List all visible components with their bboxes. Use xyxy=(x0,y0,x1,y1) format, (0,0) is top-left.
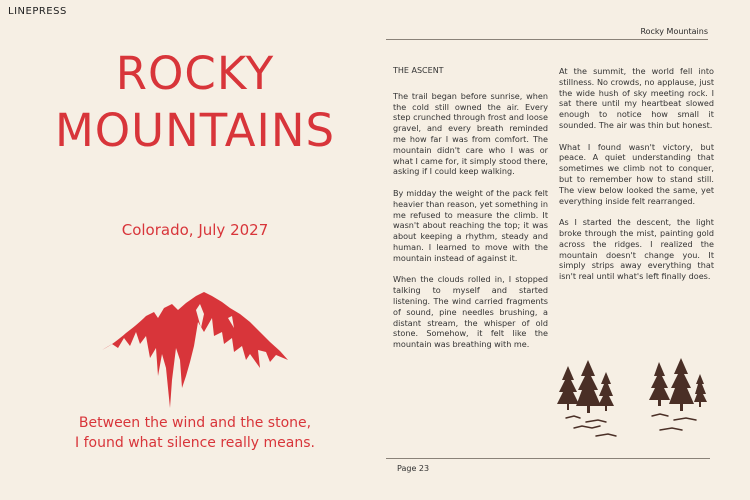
page-title xyxy=(30,45,360,159)
article-paragraph: At the summit, the world fell into stillness. No crowds, no applause, just the wide hush of sky meeting rock. I sat there until my heartbeat slowed enough to notice how small it sounded. The air was thin but honest. xyxy=(559,66,714,130)
mountain-illustration xyxy=(100,288,290,413)
article-paragraph: The trail began before sunrise, when the cold still owned the air. Every step crunched through frost and loose gravel, and every breath reminded me how far I was from comfort. The mountain didn't care who I was or what I came for, it simply stood there, asking if I could keep walking. xyxy=(393,90,548,177)
trees-illustration xyxy=(556,358,711,443)
article-paragraph: When the clouds rolled in, I stopped talking to myself and started listening. The wind carried fragments of sound, pine needles brushing, a distant stream, the whisper of old stone. Somehow, it felt like the mountain was breathing with me. xyxy=(393,274,548,350)
article-paragraph: What I found wasn't victory, but peace. A quiet understanding that sometimes we climb not to conquer, but to remember how to stand still. The view below looked the same, yet everything inside felt rearranged. xyxy=(559,141,714,206)
quote-line-2: I found what silence really means. xyxy=(75,435,315,451)
title-line-1: ROCKY xyxy=(115,47,275,100)
subtitle: Colorado, July 2027 xyxy=(121,221,269,239)
article-paragraph: As I started the descent, the light broke through the mist, painting gold across the ridges. I realized the mountain doesn't change you. It simply strips away everything that isn't real until what's left finally does. xyxy=(559,217,714,282)
quote-line-1: Between the wind and the stone, xyxy=(78,415,312,431)
footer-rule xyxy=(386,458,710,459)
title-line-2: MOUNTAINS xyxy=(54,104,336,157)
pull-quote xyxy=(20,413,370,453)
section-heading: THE ASCENT xyxy=(393,66,444,75)
running-head: Rocky Mountains xyxy=(386,27,708,40)
article-column-1 xyxy=(393,66,548,361)
mountain-silhouette xyxy=(102,292,288,408)
article-paragraph: By midday the weight of the pack felt heavier than reason, yet something in me refused to measure the climb. It wasn't about reaching the top; it was about keeping a rhythm, steady and human. I learned to move with the mountain instead of against it. xyxy=(393,187,548,263)
brand-logo: LINEPRESS xyxy=(8,6,67,17)
page-number: Page 23 xyxy=(397,464,430,473)
article-column-2 xyxy=(559,66,714,293)
